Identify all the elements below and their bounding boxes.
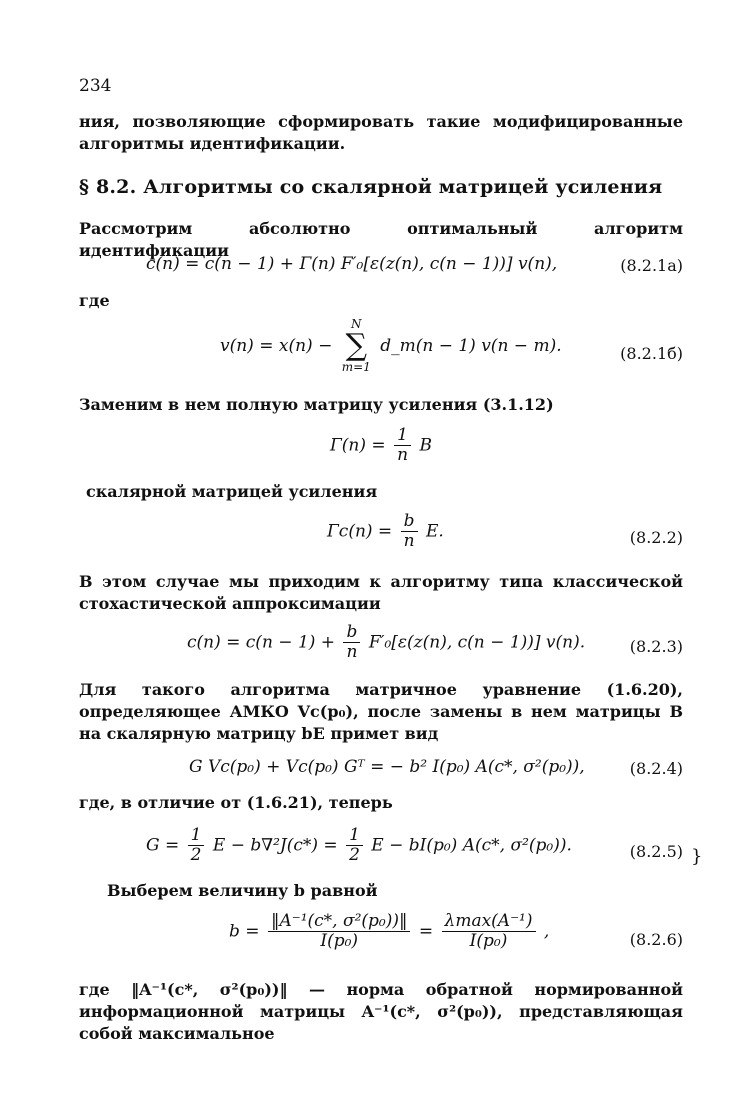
equation-full-gain [330,426,432,465]
full-gain-right: B [419,435,432,456]
fraction-norm-over-information [268,912,411,951]
equation-8-2-6-equals: = [418,921,434,942]
summation-lower-limit: m=1 [341,360,371,374]
fraction-one-half [188,826,205,865]
equation-8-2-2-left: Γc(n) = [327,521,393,542]
equation-8-2-2 [327,512,444,551]
replace-paragraph: Заменим в нем полную матрицу усиления (3.1.12) [79,395,554,414]
equation-8-2-1a-number: (8.2.1а) [620,256,683,275]
fraction-b-over-n [343,623,360,662]
fraction-denominator: 2 [349,845,360,865]
fraction-one-over-n [394,426,411,465]
equation-8-2-6-number: (8.2.6) [629,930,683,949]
case-paragraph: В этом случае мы приходим к алгоритму типа классической стохастической аппроксимации [79,572,683,613]
fraction-numerator: b [401,512,418,532]
intro-paragraph: ния, позволяющие сформировать такие модифицированные алгоритмы идентификации. [79,112,683,153]
section-heading: § 8.2. Алгоритмы со скалярной матрицей усиления [79,176,663,198]
equation-8-2-6 [229,912,549,951]
equation-8-2-5-part-a: G = [146,835,180,856]
equation-8-2-5 [146,826,572,865]
equation-8-2-3-right: F′₀[ε(z(n), c(n − 1))] v(n). [368,632,586,653]
equation-8-2-1b-left: v(n) = x(n) − [220,336,333,356]
equation-8-2-4-number: (8.2.4) [629,759,683,778]
fraction-numerator: 1 [188,826,205,846]
sigma-sign: ∑ [345,328,367,363]
equation-8-2-1b [220,318,562,374]
equation-8-2-4: G Vc(p₀) + Vc(p₀) Gᵀ = − b² I(p₀) A(c*, σ²(p₀)), [189,757,585,777]
fraction-numerator: λmax(A⁻¹) [442,912,536,932]
matrix-paragraph: Для такого алгоритма матричное уравнение (1.6.20), определяющее АМКО Vc(p₀), после замены в нем матрицы B на скалярную матрицу bE примет вид [79,680,683,743]
equation-8-2-5-part-c: E − bI(p₀) A(c*, σ²(p₀)). [371,835,572,856]
fraction-denominator: n [397,445,409,465]
norm-paragraph: где ‖A⁻¹(c*, σ²(p₀))‖ — норма обратной нормированной информационной матрицы A⁻¹(c*, σ²(p₀)), представляющая собой максимальное [79,980,683,1043]
margin-brace-mark: } [691,846,703,867]
fraction-numerator: b [343,623,360,643]
full-gain-left: Γ(n) = [330,435,386,456]
fraction-denominator: n [346,642,358,662]
equation-8-2-3-number: (8.2.3) [629,637,683,656]
fraction-numerator: 1 [394,426,411,446]
consider-paragraph: Рассмотрим абсолютно оптимальный алгоритм идентификации [79,219,683,260]
equation-8-2-5-part-b: E − b∇²J(c*) = [212,835,338,856]
where-word-1: где [79,291,110,310]
choose-paragraph: Выберем величину b равной [107,881,378,900]
equation-8-2-2-right: E. [425,521,444,542]
equation-8-2-1a: c(n) = c(n − 1) + Γ(n) F′₀[ε(z(n), c(n − 1))] v(n), [146,254,558,274]
fraction-denominator: 2 [190,845,202,865]
fraction-lambda-max-over-information [442,912,536,951]
equation-8-2-2-number: (8.2.2) [629,528,683,547]
fraction-one-half [346,826,363,865]
fraction-denominator: I(p₀) [469,931,508,951]
fraction-denominator: n [403,531,415,551]
equation-8-2-3 [187,623,585,662]
equation-8-2-1b-right: d_m(n − 1) v(n − m). [380,336,562,356]
summation-symbol [342,318,371,374]
equation-8-2-3-left: c(n) = c(n − 1) + [187,632,336,653]
fraction-numerator: ‖A⁻¹(c*, σ²(p₀))‖ [268,912,411,932]
equation-8-2-6-comma: , [543,921,550,942]
fraction-b-over-n [401,512,418,551]
summation-upper-limit: N [351,317,362,331]
fraction-denominator: I(p₀) [320,931,359,951]
equation-8-2-5-number: (8.2.5) [629,842,683,861]
scalar-paragraph: скалярной матрицей усиления [86,482,378,501]
equation-8-2-1b-number: (8.2.1б) [620,344,683,363]
unlike-paragraph: где, в отличие от (1.6.21), теперь [79,793,393,812]
page-number: 234 [79,76,112,96]
fraction-numerator: 1 [346,826,363,846]
equation-8-2-6-part-a: b = [229,921,260,942]
